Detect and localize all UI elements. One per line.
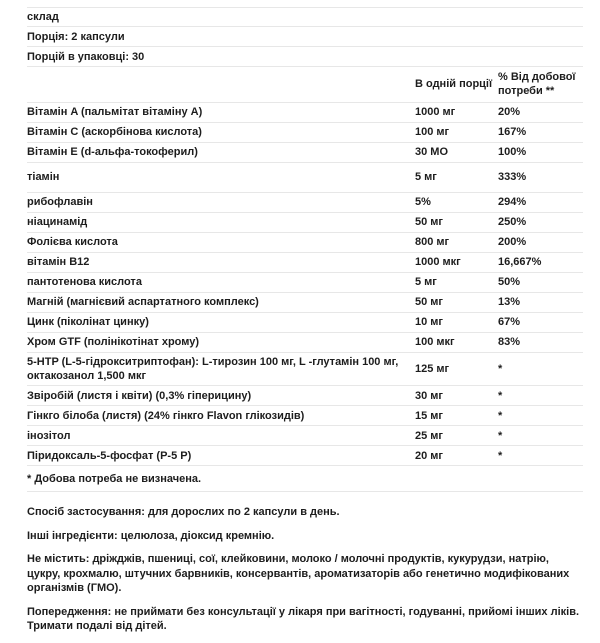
ingredient-label: пантотенова кислота [27, 275, 142, 288]
table-row [27, 353, 583, 387]
servings-per-container-row [27, 47, 583, 67]
daily-value: 250% [498, 215, 527, 228]
table-row [27, 103, 583, 123]
amount-value: 1000 мкг [415, 255, 461, 268]
ingredient-label: інозітол [27, 429, 71, 442]
daily-value: 16,667% [498, 255, 542, 268]
footnote-text: * Добова потреба не визначена. [27, 472, 202, 485]
amount-value: 30 мг [415, 389, 444, 402]
ingredient-label: тіамін [27, 170, 60, 183]
table-row [27, 193, 583, 213]
daily-value: 167% [498, 125, 527, 138]
ingredient-label: рибофлавін [27, 195, 93, 208]
daily-value: 13% [498, 295, 521, 308]
table-row [27, 253, 583, 273]
ingredient-label: Вітамін E (d-альфа-токоферил) [27, 145, 198, 158]
daily-value: * [498, 449, 503, 462]
ingredient-label: Вітамін A (пальмітат вітаміну A) [27, 105, 203, 118]
amount-value: 50 мг [415, 215, 444, 228]
amount-value: 125 мг [415, 362, 450, 375]
table-row [27, 333, 583, 353]
table-row [27, 273, 583, 293]
table-row [27, 313, 583, 333]
amount-value: 100 мг [415, 125, 450, 138]
daily-value: * [498, 429, 503, 442]
table-row [27, 143, 583, 163]
daily-value: * [498, 362, 503, 375]
free-of-statement: Не містить: дріжджів, пшениці, сої, клейковини, молоко / молочні продуктів, кукурудзи, натрію, цукру, крохмалю, штучних барвників, консервантів, ароматизаторів або генетично модифікованих організмів (ГМО). [27, 553, 570, 595]
ingredient-label: вітамін B12 [27, 255, 90, 268]
ingredient-label: Піридоксаль-5-фосфат (P-5 P) [27, 449, 192, 462]
composition-title-row [27, 7, 583, 27]
ingredient-label: Звіробій (листя і квіти) (0,3% гіперицину) [27, 389, 252, 402]
table-row [27, 163, 583, 193]
servings-per-container-text: Порцій в упаковці: 30 [27, 50, 145, 63]
amount-value: 800 мг [415, 235, 450, 248]
table-row [27, 123, 583, 143]
ingredient-label: Вітамін C (аскорбінова кислота) [27, 125, 202, 138]
daily-value: 294% [498, 195, 527, 208]
amount-value: 1000 мг [415, 105, 456, 118]
amount-value: 20 мг [415, 449, 444, 462]
ingredient-label: Хром GTF (полінікотінат хрому) [27, 335, 200, 348]
amount-value: 50 мг [415, 295, 444, 308]
ingredient-label: Магній (магнієвий аспартатного комплекс) [27, 295, 259, 308]
nutrient-rows [27, 103, 583, 467]
serving-size-text: Порція: 2 капсули [27, 30, 125, 43]
daily-value: * [498, 409, 503, 422]
ingredient-label: Цинк (піколінат цинку) [27, 315, 149, 328]
daily-value: 83% [498, 335, 521, 348]
footnote-row [27, 466, 583, 492]
amount-value: 5 мг [415, 275, 437, 288]
daily-value: 50% [498, 275, 521, 288]
table-header-row [27, 67, 583, 103]
amount-value: 30 МО [415, 145, 449, 158]
daily-value: 333% [498, 170, 527, 183]
serving-size-row [27, 27, 583, 47]
supplement-facts-panel [27, 7, 583, 643]
amount-value: 10 мг [415, 315, 444, 328]
ingredient-label: 5-HTP (L-5-гідрокситриптофан): L-тирозин 100 мг, L -глутамін 100 мг, октакозанол 1,500 мкг [27, 355, 399, 382]
amount-value: 100 мкг [415, 335, 455, 348]
ingredient-label: Гінкго білоба (листя) (24% гінкго Flavon глікозидів) [27, 409, 305, 422]
header-amount-per-serving: В одній порції [415, 78, 493, 91]
composition-title: склад [27, 11, 59, 23]
info-paragraphs [27, 505, 583, 634]
amount-value: 5% [415, 195, 431, 208]
table-row [27, 233, 583, 253]
daily-value: 100% [498, 145, 527, 158]
daily-value: 200% [498, 235, 527, 248]
other-ingredients: Інші інгредієнти: целюлоза, діоксид кремнію. [27, 529, 275, 542]
amount-value: 15 мг [415, 409, 444, 422]
header-daily-value: % Від добової потреби ** [498, 71, 576, 98]
usage-directions: Спосіб застосування: для дорослих по 2 капсули в день. [27, 506, 340, 519]
table-row [27, 446, 583, 466]
daily-value: * [498, 389, 503, 402]
table-row [27, 213, 583, 233]
ingredient-label: Фолієва кислота [27, 235, 118, 248]
daily-value: 67% [498, 315, 521, 328]
warning-statement: Попередження: не приймати без консультації у лікаря при вагітності, годуванні, прийомі інших ліків. Тримати подалі від дітей. [27, 605, 580, 633]
table-row [27, 386, 583, 406]
table-row [27, 426, 583, 446]
table-row [27, 406, 583, 426]
amount-value: 5 мг [415, 170, 437, 183]
table-row [27, 293, 583, 313]
amount-value: 25 мг [415, 429, 444, 442]
ingredient-label: ніацинамід [27, 215, 88, 228]
daily-value: 20% [498, 105, 521, 118]
